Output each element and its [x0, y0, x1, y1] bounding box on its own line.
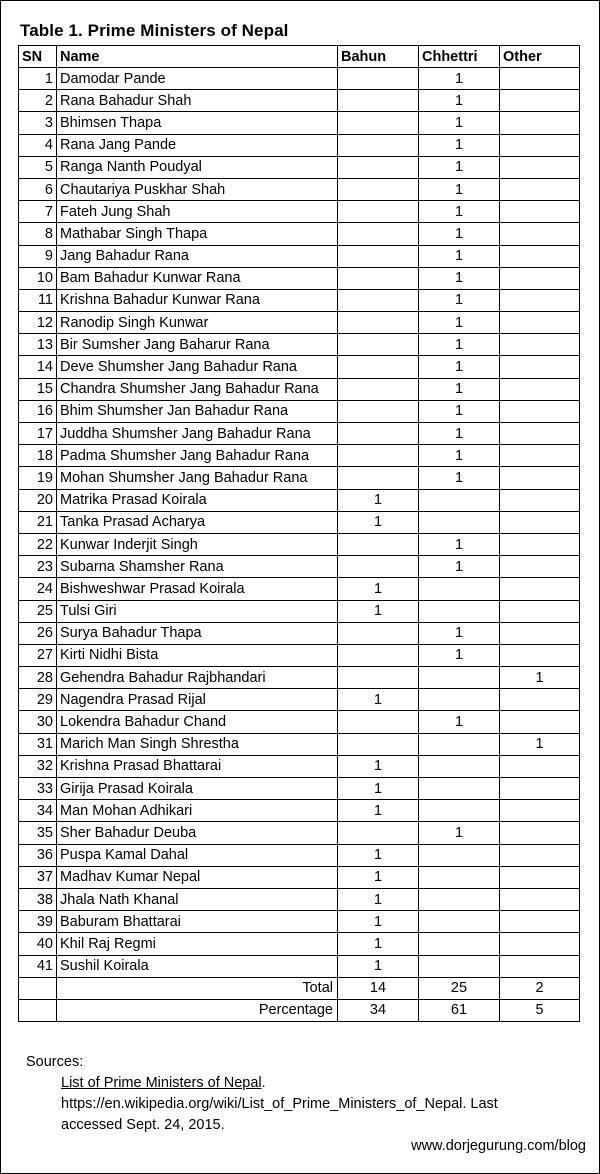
source-entry	[26, 1073, 498, 1094]
cell-sn: 12	[19, 312, 57, 334]
cell-name: Bam Bahadur Kunwar Rana	[57, 267, 338, 289]
cell-bahun: 1	[338, 844, 419, 866]
cell-bahun	[338, 201, 419, 223]
cell-bahun: 1	[338, 955, 419, 977]
table-row	[19, 556, 580, 578]
cell-bahun	[338, 711, 419, 733]
footer-url: www.dorjegurung.com/blog	[411, 1138, 586, 1154]
prime-ministers-table	[18, 45, 580, 1022]
cell-other	[500, 866, 580, 888]
cell-other	[500, 312, 580, 334]
cell-bahun	[338, 667, 419, 689]
cell-chhettri	[419, 755, 500, 777]
table-row	[19, 356, 580, 378]
percentage-row	[19, 999, 580, 1021]
cell-sn: 2	[19, 90, 57, 112]
table-row	[19, 178, 580, 200]
column-header-sn: SN	[19, 46, 57, 68]
table-row	[19, 489, 580, 511]
cell-bahun	[338, 223, 419, 245]
cell-name: Damodar Pande	[57, 68, 338, 90]
cell-bahun: 1	[338, 911, 419, 933]
cell-chhettri: 1	[419, 156, 500, 178]
cell-bahun: 1	[338, 578, 419, 600]
cell-name: Mathabar Singh Thapa	[57, 223, 338, 245]
table-row	[19, 334, 580, 356]
cell-bahun	[338, 622, 419, 644]
cell-bahun	[338, 245, 419, 267]
cell-chhettri: 1	[419, 467, 500, 489]
cell-bahun	[338, 334, 419, 356]
cell-sn: 11	[19, 289, 57, 311]
cell-chhettri: 1	[419, 711, 500, 733]
cell-name: Chandra Shumsher Jang Bahadur Rana	[57, 378, 338, 400]
cell-other: 1	[500, 733, 580, 755]
cell-chhettri	[419, 667, 500, 689]
cell-chhettri: 1	[419, 134, 500, 156]
summary-empty-cell	[19, 977, 57, 999]
cell-chhettri: 1	[419, 68, 500, 90]
table-row	[19, 156, 580, 178]
cell-other	[500, 755, 580, 777]
table-row	[19, 312, 580, 334]
cell-name: Chautariya Puskhar Shah	[57, 178, 338, 200]
cell-name: Girija Prasad Koirala	[57, 778, 338, 800]
table-row	[19, 68, 580, 90]
cell-name: Tanka Prasad Acharya	[57, 511, 338, 533]
cell-name: Juddha Shumsher Jang Bahadur Rana	[57, 423, 338, 445]
cell-chhettri: 1	[419, 556, 500, 578]
cell-chhettri: 1	[419, 622, 500, 644]
cell-chhettri: 1	[419, 201, 500, 223]
table-row	[19, 578, 580, 600]
cell-other	[500, 844, 580, 866]
cell-name: Matrika Prasad Koirala	[57, 489, 338, 511]
cell-other	[500, 201, 580, 223]
cell-chhettri: 1	[419, 378, 500, 400]
cell-sn: 18	[19, 445, 57, 467]
table-row	[19, 955, 580, 977]
cell-chhettri	[419, 800, 500, 822]
table-row	[19, 600, 580, 622]
sources-section	[26, 1052, 498, 1136]
cell-sn: 24	[19, 578, 57, 600]
cell-sn: 28	[19, 667, 57, 689]
cell-bahun	[338, 556, 419, 578]
percentage-label: Percentage	[57, 999, 338, 1021]
total-other: 2	[500, 977, 580, 999]
cell-chhettri	[419, 911, 500, 933]
table-row	[19, 844, 580, 866]
table-row	[19, 511, 580, 533]
table-title: Table 1. Prime Ministers of Nepal	[20, 21, 289, 40]
cell-sn: 10	[19, 267, 57, 289]
cell-bahun: 1	[338, 778, 419, 800]
cell-sn: 15	[19, 378, 57, 400]
cell-other	[500, 533, 580, 555]
cell-other	[500, 90, 580, 112]
cell-sn: 31	[19, 733, 57, 755]
cell-name: Ranga Nanth Poudyal	[57, 156, 338, 178]
cell-chhettri	[419, 578, 500, 600]
total-bahun: 14	[338, 977, 419, 999]
cell-bahun: 1	[338, 933, 419, 955]
cell-chhettri	[419, 933, 500, 955]
cell-sn: 39	[19, 911, 57, 933]
cell-name: Subarna Shamsher Rana	[57, 556, 338, 578]
table-row	[19, 866, 580, 888]
cell-other	[500, 356, 580, 378]
cell-sn: 26	[19, 622, 57, 644]
column-header-name: Name	[57, 46, 338, 68]
cell-sn: 35	[19, 822, 57, 844]
table-row	[19, 134, 580, 156]
cell-sn: 29	[19, 689, 57, 711]
cell-bahun: 1	[338, 800, 419, 822]
table-row	[19, 933, 580, 955]
cell-other	[500, 778, 580, 800]
cell-bahun	[338, 267, 419, 289]
cell-name: Gehendra Bahadur Rajbhandari	[57, 667, 338, 689]
cell-sn: 3	[19, 112, 57, 134]
cell-sn: 22	[19, 533, 57, 555]
table-row	[19, 201, 580, 223]
cell-sn: 40	[19, 933, 57, 955]
cell-sn: 33	[19, 778, 57, 800]
cell-other	[500, 134, 580, 156]
cell-bahun: 1	[338, 489, 419, 511]
cell-name: Krishna Bahadur Kunwar Rana	[57, 289, 338, 311]
cell-other	[500, 511, 580, 533]
cell-other	[500, 245, 580, 267]
cell-sn: 4	[19, 134, 57, 156]
cell-other	[500, 711, 580, 733]
cell-other	[500, 267, 580, 289]
cell-name: Khil Raj Regmi	[57, 933, 338, 955]
cell-name: Jang Bahadur Rana	[57, 245, 338, 267]
cell-other	[500, 423, 580, 445]
cell-bahun: 1	[338, 511, 419, 533]
table-row	[19, 778, 580, 800]
cell-chhettri	[419, 689, 500, 711]
cell-bahun	[338, 822, 419, 844]
total-chhettri: 25	[419, 977, 500, 999]
cell-other	[500, 689, 580, 711]
source-url: https://en.wikipedia.org/wiki/List_of_Prime_Ministers_of_Nepal. Last	[61, 1096, 498, 1112]
cell-other	[500, 622, 580, 644]
cell-chhettri: 1	[419, 245, 500, 267]
cell-sn: 20	[19, 489, 57, 511]
table-row	[19, 533, 580, 555]
cell-sn: 27	[19, 644, 57, 666]
cell-bahun	[338, 134, 419, 156]
cell-other	[500, 955, 580, 977]
cell-other	[500, 223, 580, 245]
cell-name: Puspa Kamal Dahal	[57, 844, 338, 866]
cell-chhettri	[419, 600, 500, 622]
column-header-chhettri: Chhettri	[419, 46, 500, 68]
cell-chhettri	[419, 866, 500, 888]
cell-name: Bhimsen Thapa	[57, 112, 338, 134]
cell-name: Kunwar Inderjit Singh	[57, 533, 338, 555]
table-row	[19, 800, 580, 822]
cell-other	[500, 68, 580, 90]
cell-other	[500, 467, 580, 489]
table-row	[19, 445, 580, 467]
cell-other	[500, 334, 580, 356]
cell-bahun	[338, 733, 419, 755]
cell-bahun	[338, 112, 419, 134]
cell-bahun	[338, 156, 419, 178]
source-link-punctuation: .	[261, 1075, 266, 1091]
cell-bahun	[338, 312, 419, 334]
cell-other	[500, 489, 580, 511]
cell-other	[500, 178, 580, 200]
cell-name: Rana Jang Pande	[57, 134, 338, 156]
cell-sn: 7	[19, 201, 57, 223]
cell-chhettri: 1	[419, 423, 500, 445]
cell-other	[500, 556, 580, 578]
summary-empty-cell	[19, 999, 57, 1021]
table-row	[19, 644, 580, 666]
cell-bahun: 1	[338, 689, 419, 711]
cell-bahun	[338, 400, 419, 422]
cell-name: Krishna Prasad Bhattarai	[57, 755, 338, 777]
cell-sn: 23	[19, 556, 57, 578]
cell-name: Surya Bahadur Thapa	[57, 622, 338, 644]
cell-sn: 14	[19, 356, 57, 378]
cell-name: Kirti Nidhi Bista	[57, 644, 338, 666]
cell-name: Baburam Bhattarai	[57, 911, 338, 933]
percentage-chhettri: 61	[419, 999, 500, 1021]
cell-name: Tulsi Giri	[57, 600, 338, 622]
table-row	[19, 733, 580, 755]
cell-other: 1	[500, 667, 580, 689]
cell-chhettri	[419, 888, 500, 910]
table-body	[19, 68, 580, 978]
table-row	[19, 755, 580, 777]
cell-name: Sher Bahadur Deuba	[57, 822, 338, 844]
total-row	[19, 977, 580, 999]
cell-other	[500, 822, 580, 844]
table-row	[19, 90, 580, 112]
cell-sn: 41	[19, 955, 57, 977]
cell-bahun	[338, 533, 419, 555]
table-row	[19, 622, 580, 644]
cell-chhettri	[419, 778, 500, 800]
cell-sn: 8	[19, 223, 57, 245]
table-row	[19, 400, 580, 422]
cell-other	[500, 800, 580, 822]
cell-other	[500, 933, 580, 955]
table-row	[19, 467, 580, 489]
column-header-other: Other	[500, 46, 580, 68]
cell-chhettri	[419, 844, 500, 866]
cell-name: Jhala Nath Khanal	[57, 888, 338, 910]
table-row	[19, 245, 580, 267]
cell-bahun: 1	[338, 888, 419, 910]
cell-sn: 36	[19, 844, 57, 866]
cell-chhettri: 1	[419, 334, 500, 356]
cell-bahun	[338, 356, 419, 378]
cell-other	[500, 289, 580, 311]
percentage-other: 5	[500, 999, 580, 1021]
cell-chhettri: 1	[419, 289, 500, 311]
cell-sn: 21	[19, 511, 57, 533]
cell-other	[500, 156, 580, 178]
percentage-bahun: 34	[338, 999, 419, 1021]
cell-bahun	[338, 178, 419, 200]
cell-chhettri: 1	[419, 356, 500, 378]
cell-bahun: 1	[338, 600, 419, 622]
table-row	[19, 822, 580, 844]
cell-sn: 25	[19, 600, 57, 622]
cell-name: Sushil Koirala	[57, 955, 338, 977]
cell-name: Madhav Kumar Nepal	[57, 866, 338, 888]
cell-sn: 19	[19, 467, 57, 489]
cell-sn: 30	[19, 711, 57, 733]
cell-name: Lokendra Bahadur Chand	[57, 711, 338, 733]
cell-sn: 1	[19, 68, 57, 90]
cell-bahun: 1	[338, 755, 419, 777]
cell-chhettri	[419, 489, 500, 511]
cell-name: Rana Bahadur Shah	[57, 90, 338, 112]
cell-bahun	[338, 467, 419, 489]
cell-other	[500, 445, 580, 467]
cell-other	[500, 112, 580, 134]
cell-sn: 5	[19, 156, 57, 178]
table-header-row	[19, 46, 580, 68]
column-header-bahun: Bahun	[338, 46, 419, 68]
cell-sn: 34	[19, 800, 57, 822]
cell-chhettri: 1	[419, 112, 500, 134]
cell-sn: 37	[19, 866, 57, 888]
cell-chhettri: 1	[419, 533, 500, 555]
cell-chhettri	[419, 955, 500, 977]
cell-chhettri: 1	[419, 822, 500, 844]
cell-chhettri: 1	[419, 445, 500, 467]
table-row	[19, 267, 580, 289]
cell-chhettri: 1	[419, 312, 500, 334]
cell-other	[500, 400, 580, 422]
cell-name: Marich Man Singh Shrestha	[57, 733, 338, 755]
cell-sn: 32	[19, 755, 57, 777]
cell-other	[500, 600, 580, 622]
cell-bahun	[338, 644, 419, 666]
table-row	[19, 689, 580, 711]
table-row	[19, 888, 580, 910]
cell-chhettri	[419, 511, 500, 533]
cell-chhettri: 1	[419, 400, 500, 422]
cell-name: Padma Shumsher Jang Bahadur Rana	[57, 445, 338, 467]
cell-name: Bir Sumsher Jang Baharur Rana	[57, 334, 338, 356]
cell-name: Bhim Shumsher Jan Bahadur Rana	[57, 400, 338, 422]
cell-name: Deve Shumsher Jang Bahadur Rana	[57, 356, 338, 378]
table-row	[19, 911, 580, 933]
cell-chhettri	[419, 733, 500, 755]
cell-sn: 17	[19, 423, 57, 445]
cell-chhettri: 1	[419, 178, 500, 200]
cell-bahun	[338, 68, 419, 90]
cell-bahun	[338, 445, 419, 467]
cell-bahun	[338, 90, 419, 112]
cell-bahun	[338, 423, 419, 445]
cell-other	[500, 888, 580, 910]
cell-other	[500, 578, 580, 600]
table-row	[19, 378, 580, 400]
cell-name: Nagendra Prasad Rijal	[57, 689, 338, 711]
cell-name: Ranodip Singh Kunwar	[57, 312, 338, 334]
cell-other	[500, 644, 580, 666]
cell-chhettri: 1	[419, 644, 500, 666]
table-row	[19, 112, 580, 134]
cell-other	[500, 378, 580, 400]
source-accessed: accessed Sept. 24, 2015.	[61, 1117, 225, 1133]
table-row	[19, 711, 580, 733]
cell-bahun	[338, 378, 419, 400]
total-label: Total	[57, 977, 338, 999]
cell-name: Bishweshwar Prasad Koirala	[57, 578, 338, 600]
cell-chhettri: 1	[419, 267, 500, 289]
cell-sn: 9	[19, 245, 57, 267]
table-row	[19, 423, 580, 445]
cell-bahun: 1	[338, 866, 419, 888]
table-row	[19, 223, 580, 245]
cell-sn: 6	[19, 178, 57, 200]
cell-name: Mohan Shumsher Jang Bahadur Rana	[57, 467, 338, 489]
cell-sn: 38	[19, 888, 57, 910]
cell-name: Fateh Jung Shah	[57, 201, 338, 223]
table-row	[19, 667, 580, 689]
table-row	[19, 289, 580, 311]
cell-sn: 13	[19, 334, 57, 356]
cell-chhettri: 1	[419, 90, 500, 112]
cell-bahun	[338, 289, 419, 311]
cell-other	[500, 911, 580, 933]
cell-sn: 16	[19, 400, 57, 422]
source-link[interactable]: List of Prime Ministers of Nepal	[61, 1075, 262, 1091]
cell-name: Man Mohan Adhikari	[57, 800, 338, 822]
cell-chhettri: 1	[419, 223, 500, 245]
sources-heading: Sources:	[26, 1054, 84, 1070]
